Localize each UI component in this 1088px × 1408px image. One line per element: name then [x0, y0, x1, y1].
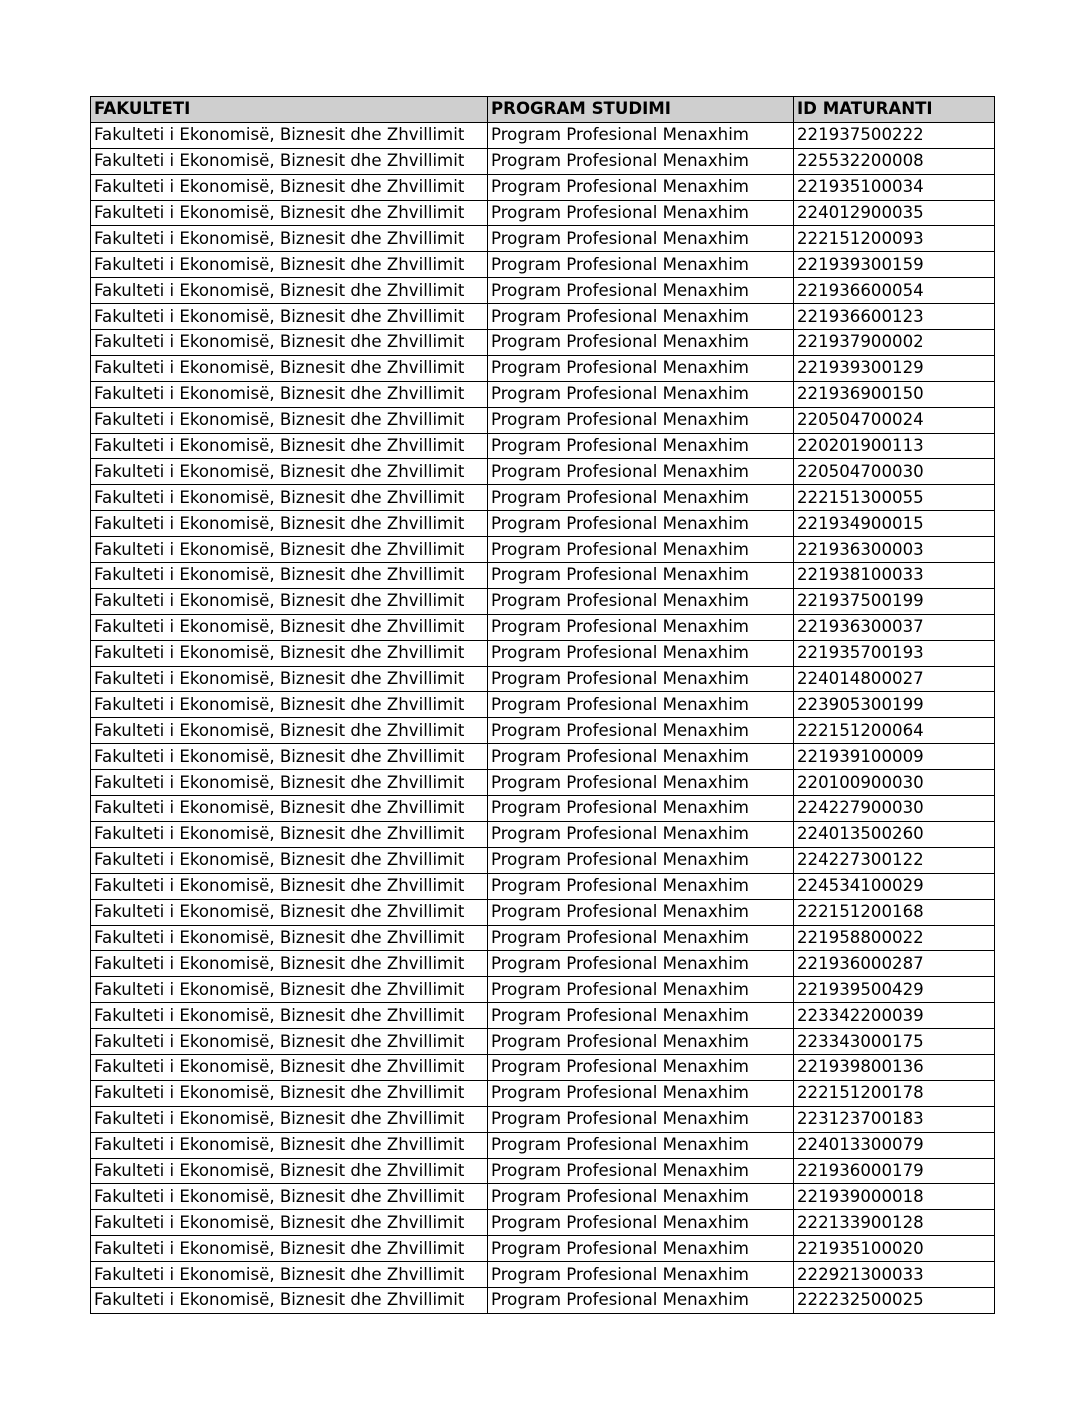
- cell-id-maturanti: 223343000175: [794, 1029, 995, 1055]
- cell-id-maturanti: 221939300159: [794, 252, 995, 278]
- cell-id-maturanti: 220504700024: [794, 407, 995, 433]
- cell-program-studimi: Program Profesional Menaxhim: [488, 640, 794, 666]
- table-row: [91, 951, 995, 977]
- cell-fakulteti: Fakulteti i Ekonomisë, Biznesit dhe Zhvillimit: [91, 1003, 488, 1029]
- cell-program-studimi: Program Profesional Menaxhim: [488, 977, 794, 1003]
- table-row: [91, 511, 995, 537]
- cell-id-maturanti: 221935100020: [794, 1236, 995, 1262]
- cell-program-studimi: Program Profesional Menaxhim: [488, 1158, 794, 1184]
- cell-id-maturanti: 220100900030: [794, 770, 995, 796]
- table-row: [91, 821, 995, 847]
- cell-id-maturanti: 224227300122: [794, 847, 995, 873]
- cell-program-studimi: Program Profesional Menaxhim: [488, 821, 794, 847]
- cell-program-studimi: Program Profesional Menaxhim: [488, 459, 794, 485]
- cell-fakulteti: Fakulteti i Ekonomisë, Biznesit dhe Zhvillimit: [91, 692, 488, 718]
- cell-program-studimi: Program Profesional Menaxhim: [488, 485, 794, 511]
- cell-id-maturanti: 221937500199: [794, 588, 995, 614]
- cell-fakulteti: Fakulteti i Ekonomisë, Biznesit dhe Zhvillimit: [91, 744, 488, 770]
- cell-fakulteti: Fakulteti i Ekonomisë, Biznesit dhe Zhvillimit: [91, 381, 488, 407]
- cell-id-maturanti: 222151200178: [794, 1080, 995, 1106]
- cell-fakulteti: Fakulteti i Ekonomisë, Biznesit dhe Zhvillimit: [91, 433, 488, 459]
- cell-program-studimi: Program Profesional Menaxhim: [488, 588, 794, 614]
- table-row: [91, 666, 995, 692]
- cell-id-maturanti: 221939300129: [794, 355, 995, 381]
- cell-id-maturanti: 222232500025: [794, 1287, 995, 1313]
- cell-fakulteti: Fakulteti i Ekonomisë, Biznesit dhe Zhvillimit: [91, 925, 488, 951]
- cell-program-studimi: Program Profesional Menaxhim: [488, 1080, 794, 1106]
- cell-program-studimi: Program Profesional Menaxhim: [488, 381, 794, 407]
- cell-fakulteti: Fakulteti i Ekonomisë, Biznesit dhe Zhvillimit: [91, 1287, 488, 1313]
- table-row: [91, 718, 995, 744]
- cell-fakulteti: Fakulteti i Ekonomisë, Biznesit dhe Zhvillimit: [91, 200, 488, 226]
- cell-program-studimi: Program Profesional Menaxhim: [488, 1236, 794, 1262]
- table-row: [91, 588, 995, 614]
- cell-id-maturanti: 221936000179: [794, 1158, 995, 1184]
- table-row: [91, 847, 995, 873]
- cell-id-maturanti: 222151300055: [794, 485, 995, 511]
- cell-program-studimi: Program Profesional Menaxhim: [488, 899, 794, 925]
- cell-id-maturanti: 222133900128: [794, 1210, 995, 1236]
- cell-program-studimi: Program Profesional Menaxhim: [488, 873, 794, 899]
- cell-program-studimi: Program Profesional Menaxhim: [488, 1132, 794, 1158]
- cell-program-studimi: Program Profesional Menaxhim: [488, 666, 794, 692]
- table-row: [91, 1184, 995, 1210]
- cell-program-studimi: Program Profesional Menaxhim: [488, 407, 794, 433]
- cell-program-studimi: Program Profesional Menaxhim: [488, 1106, 794, 1132]
- cell-fakulteti: Fakulteti i Ekonomisë, Biznesit dhe Zhvillimit: [91, 252, 488, 278]
- table-row: [91, 537, 995, 563]
- cell-program-studimi: Program Profesional Menaxhim: [488, 692, 794, 718]
- cell-id-maturanti: 221936000287: [794, 951, 995, 977]
- table-row: [91, 563, 995, 589]
- cell-program-studimi: Program Profesional Menaxhim: [488, 278, 794, 304]
- cell-id-maturanti: 221937900002: [794, 330, 995, 356]
- students-table: [90, 96, 995, 1314]
- cell-program-studimi: Program Profesional Menaxhim: [488, 925, 794, 951]
- cell-id-maturanti: 222921300033: [794, 1262, 995, 1288]
- table-row: [91, 174, 995, 200]
- cell-id-maturanti: 221936600054: [794, 278, 995, 304]
- table-row: [91, 899, 995, 925]
- cell-id-maturanti: 221936300037: [794, 614, 995, 640]
- cell-program-studimi: Program Profesional Menaxhim: [488, 122, 794, 148]
- cell-fakulteti: Fakulteti i Ekonomisë, Biznesit dhe Zhvillimit: [91, 899, 488, 925]
- table-row: [91, 433, 995, 459]
- cell-program-studimi: Program Profesional Menaxhim: [488, 1210, 794, 1236]
- cell-id-maturanti: 221934900015: [794, 511, 995, 537]
- cell-program-studimi: Program Profesional Menaxhim: [488, 537, 794, 563]
- cell-id-maturanti: 221935700193: [794, 640, 995, 666]
- cell-program-studimi: Program Profesional Menaxhim: [488, 770, 794, 796]
- cell-id-maturanti: 223342200039: [794, 1003, 995, 1029]
- table-row: [91, 1054, 995, 1080]
- cell-id-maturanti: 221958800022: [794, 925, 995, 951]
- table-row: [91, 744, 995, 770]
- cell-id-maturanti: 223905300199: [794, 692, 995, 718]
- table-row: [91, 1158, 995, 1184]
- cell-fakulteti: Fakulteti i Ekonomisë, Biznesit dhe Zhvillimit: [91, 1054, 488, 1080]
- cell-program-studimi: Program Profesional Menaxhim: [488, 226, 794, 252]
- cell-fakulteti: Fakulteti i Ekonomisë, Biznesit dhe Zhvillimit: [91, 1080, 488, 1106]
- cell-fakulteti: Fakulteti i Ekonomisë, Biznesit dhe Zhvillimit: [91, 977, 488, 1003]
- cell-fakulteti: Fakulteti i Ekonomisë, Biznesit dhe Zhvillimit: [91, 873, 488, 899]
- cell-id-maturanti: 221936300003: [794, 537, 995, 563]
- table-row: [91, 1210, 995, 1236]
- cell-program-studimi: Program Profesional Menaxhim: [488, 1029, 794, 1055]
- cell-id-maturanti: 222151200093: [794, 226, 995, 252]
- table-row: [91, 381, 995, 407]
- table-row: [91, 692, 995, 718]
- cell-program-studimi: Program Profesional Menaxhim: [488, 744, 794, 770]
- cell-id-maturanti: 220504700030: [794, 459, 995, 485]
- table-row: [91, 122, 995, 148]
- cell-program-studimi: Program Profesional Menaxhim: [488, 563, 794, 589]
- cell-id-maturanti: 221939000018: [794, 1184, 995, 1210]
- table-row: [91, 977, 995, 1003]
- table-row: [91, 796, 995, 822]
- cell-program-studimi: Program Profesional Menaxhim: [488, 433, 794, 459]
- header-fakulteti: FAKULTETI: [91, 97, 488, 123]
- table-row: [91, 304, 995, 330]
- table-row: [91, 278, 995, 304]
- cell-fakulteti: Fakulteti i Ekonomisë, Biznesit dhe Zhvillimit: [91, 796, 488, 822]
- cell-id-maturanti: 222151200168: [794, 899, 995, 925]
- table-row: [91, 200, 995, 226]
- table-body: [91, 122, 995, 1313]
- cell-id-maturanti: 221937500222: [794, 122, 995, 148]
- cell-fakulteti: Fakulteti i Ekonomisë, Biznesit dhe Zhvillimit: [91, 718, 488, 744]
- table-row: [91, 873, 995, 899]
- table-row: [91, 226, 995, 252]
- cell-fakulteti: Fakulteti i Ekonomisë, Biznesit dhe Zhvillimit: [91, 666, 488, 692]
- cell-program-studimi: Program Profesional Menaxhim: [488, 200, 794, 226]
- cell-program-studimi: Program Profesional Menaxhim: [488, 355, 794, 381]
- cell-id-maturanti: 225532200008: [794, 148, 995, 174]
- cell-program-studimi: Program Profesional Menaxhim: [488, 951, 794, 977]
- cell-fakulteti: Fakulteti i Ekonomisë, Biznesit dhe Zhvillimit: [91, 1106, 488, 1132]
- table-row: [91, 614, 995, 640]
- cell-fakulteti: Fakulteti i Ekonomisë, Biznesit dhe Zhvillimit: [91, 355, 488, 381]
- cell-fakulteti: Fakulteti i Ekonomisë, Biznesit dhe Zhvillimit: [91, 407, 488, 433]
- cell-fakulteti: Fakulteti i Ekonomisë, Biznesit dhe Zhvillimit: [91, 821, 488, 847]
- cell-fakulteti: Fakulteti i Ekonomisë, Biznesit dhe Zhvillimit: [91, 148, 488, 174]
- cell-id-maturanti: 224014800027: [794, 666, 995, 692]
- table-row: [91, 330, 995, 356]
- cell-id-maturanti: 224013300079: [794, 1132, 995, 1158]
- table-row: [91, 1262, 995, 1288]
- table-row: [91, 1287, 995, 1313]
- cell-program-studimi: Program Profesional Menaxhim: [488, 174, 794, 200]
- table-row: [91, 640, 995, 666]
- cell-id-maturanti: 221936900150: [794, 381, 995, 407]
- cell-id-maturanti: 224534100029: [794, 873, 995, 899]
- cell-fakulteti: Fakulteti i Ekonomisë, Biznesit dhe Zhvillimit: [91, 563, 488, 589]
- cell-fakulteti: Fakulteti i Ekonomisë, Biznesit dhe Zhvillimit: [91, 330, 488, 356]
- header-row: [91, 97, 995, 123]
- header-id-maturanti: ID MATURANTI: [794, 97, 995, 123]
- table-row: [91, 1029, 995, 1055]
- cell-fakulteti: Fakulteti i Ekonomisë, Biznesit dhe Zhvillimit: [91, 1132, 488, 1158]
- table-row: [91, 770, 995, 796]
- cell-fakulteti: Fakulteti i Ekonomisë, Biznesit dhe Zhvillimit: [91, 122, 488, 148]
- table-row: [91, 407, 995, 433]
- cell-program-studimi: Program Profesional Menaxhim: [488, 1054, 794, 1080]
- cell-id-maturanti: 221939800136: [794, 1054, 995, 1080]
- cell-id-maturanti: 224227900030: [794, 796, 995, 822]
- cell-fakulteti: Fakulteti i Ekonomisë, Biznesit dhe Zhvillimit: [91, 459, 488, 485]
- cell-program-studimi: Program Profesional Menaxhim: [488, 1184, 794, 1210]
- cell-fakulteti: Fakulteti i Ekonomisë, Biznesit dhe Zhvillimit: [91, 278, 488, 304]
- header-program-studimi: PROGRAM STUDIMI: [488, 97, 794, 123]
- table-row: [91, 1080, 995, 1106]
- cell-id-maturanti: 224012900035: [794, 200, 995, 226]
- cell-program-studimi: Program Profesional Menaxhim: [488, 1003, 794, 1029]
- cell-fakulteti: Fakulteti i Ekonomisë, Biznesit dhe Zhvillimit: [91, 511, 488, 537]
- cell-program-studimi: Program Profesional Menaxhim: [488, 1287, 794, 1313]
- cell-id-maturanti: 221939500429: [794, 977, 995, 1003]
- cell-id-maturanti: 221938100033: [794, 563, 995, 589]
- cell-id-maturanti: 221939100009: [794, 744, 995, 770]
- cell-id-maturanti: 222151200064: [794, 718, 995, 744]
- cell-program-studimi: Program Profesional Menaxhim: [488, 1262, 794, 1288]
- cell-fakulteti: Fakulteti i Ekonomisë, Biznesit dhe Zhvillimit: [91, 847, 488, 873]
- table-row: [91, 355, 995, 381]
- cell-fakulteti: Fakulteti i Ekonomisë, Biznesit dhe Zhvillimit: [91, 1184, 488, 1210]
- cell-program-studimi: Program Profesional Menaxhim: [488, 718, 794, 744]
- cell-fakulteti: Fakulteti i Ekonomisë, Biznesit dhe Zhvillimit: [91, 1262, 488, 1288]
- cell-fakulteti: Fakulteti i Ekonomisë, Biznesit dhe Zhvillimit: [91, 1210, 488, 1236]
- table-row: [91, 459, 995, 485]
- cell-program-studimi: Program Profesional Menaxhim: [488, 847, 794, 873]
- cell-program-studimi: Program Profesional Menaxhim: [488, 614, 794, 640]
- cell-fakulteti: Fakulteti i Ekonomisë, Biznesit dhe Zhvillimit: [91, 485, 488, 511]
- cell-fakulteti: Fakulteti i Ekonomisë, Biznesit dhe Zhvillimit: [91, 640, 488, 666]
- cell-id-maturanti: 221936600123: [794, 304, 995, 330]
- cell-fakulteti: Fakulteti i Ekonomisë, Biznesit dhe Zhvillimit: [91, 951, 488, 977]
- cell-fakulteti: Fakulteti i Ekonomisë, Biznesit dhe Zhvillimit: [91, 770, 488, 796]
- cell-fakulteti: Fakulteti i Ekonomisë, Biznesit dhe Zhvillimit: [91, 174, 488, 200]
- table-row: [91, 1106, 995, 1132]
- table-row: [91, 1236, 995, 1262]
- cell-program-studimi: Program Profesional Menaxhim: [488, 511, 794, 537]
- cell-fakulteti: Fakulteti i Ekonomisë, Biznesit dhe Zhvillimit: [91, 588, 488, 614]
- table-row: [91, 1003, 995, 1029]
- table-row: [91, 252, 995, 278]
- table-row: [91, 148, 995, 174]
- cell-fakulteti: Fakulteti i Ekonomisë, Biznesit dhe Zhvillimit: [91, 304, 488, 330]
- cell-program-studimi: Program Profesional Menaxhim: [488, 796, 794, 822]
- cell-id-maturanti: 224013500260: [794, 821, 995, 847]
- cell-fakulteti: Fakulteti i Ekonomisë, Biznesit dhe Zhvillimit: [91, 1236, 488, 1262]
- cell-fakulteti: Fakulteti i Ekonomisë, Biznesit dhe Zhvillimit: [91, 1029, 488, 1055]
- table-row: [91, 1132, 995, 1158]
- cell-id-maturanti: 220201900113: [794, 433, 995, 459]
- cell-id-maturanti: 221935100034: [794, 174, 995, 200]
- cell-program-studimi: Program Profesional Menaxhim: [488, 148, 794, 174]
- cell-fakulteti: Fakulteti i Ekonomisë, Biznesit dhe Zhvillimit: [91, 537, 488, 563]
- table-row: [91, 485, 995, 511]
- cell-id-maturanti: 223123700183: [794, 1106, 995, 1132]
- cell-fakulteti: Fakulteti i Ekonomisë, Biznesit dhe Zhvillimit: [91, 1158, 488, 1184]
- cell-program-studimi: Program Profesional Menaxhim: [488, 252, 794, 278]
- cell-fakulteti: Fakulteti i Ekonomisë, Biznesit dhe Zhvillimit: [91, 614, 488, 640]
- table-row: [91, 925, 995, 951]
- cell-program-studimi: Program Profesional Menaxhim: [488, 304, 794, 330]
- cell-fakulteti: Fakulteti i Ekonomisë, Biznesit dhe Zhvillimit: [91, 226, 488, 252]
- cell-program-studimi: Program Profesional Menaxhim: [488, 330, 794, 356]
